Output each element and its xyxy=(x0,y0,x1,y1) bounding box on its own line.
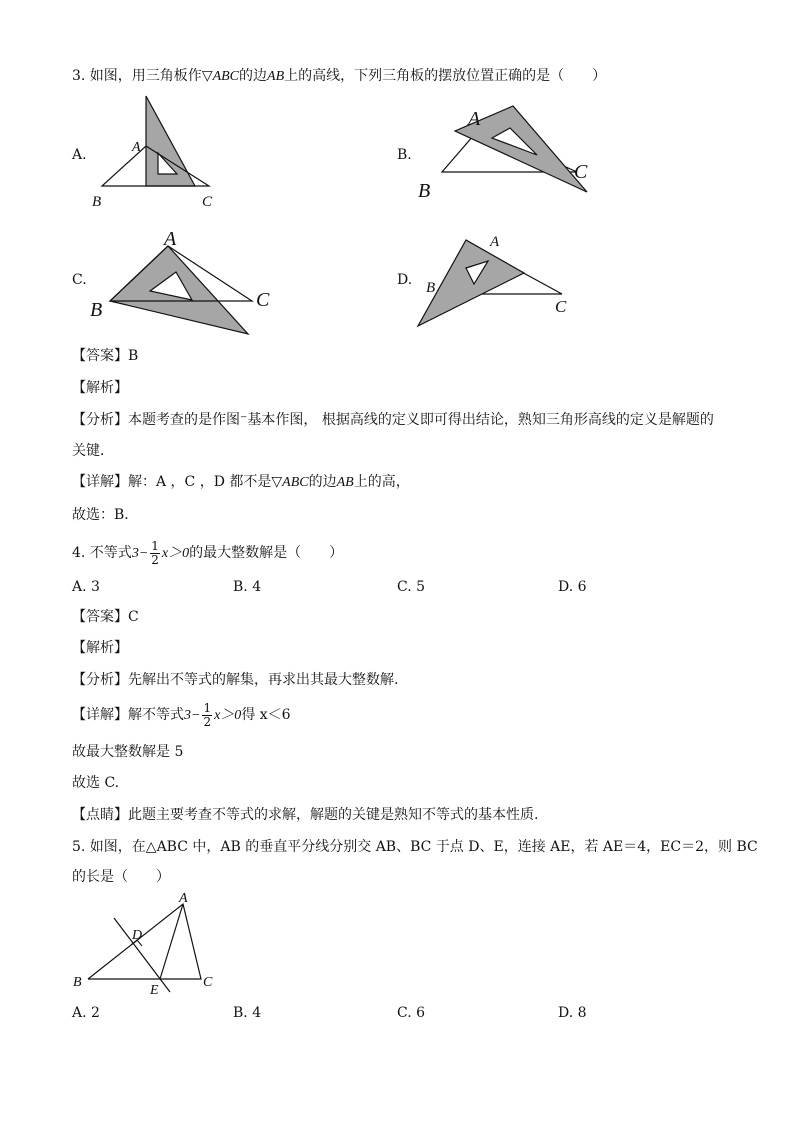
q3-figure-b xyxy=(412,100,602,205)
q4-option-d: D. 6 xyxy=(558,579,587,595)
q3-fenxi-cont: 关键． xyxy=(72,443,114,459)
label-c: C xyxy=(202,194,213,210)
q5-stem-cont: 的长是（ ） xyxy=(72,869,170,885)
q4-option-a: A. 3 xyxy=(72,579,100,595)
q3-analysis-heading: 【解析】 xyxy=(72,380,128,396)
label-a: A xyxy=(164,228,177,250)
triangle-abc xyxy=(88,904,201,979)
q4-conclusion: 故最大整数解是 5 xyxy=(72,744,184,760)
label-b: B xyxy=(426,280,436,296)
q5-stem: 5. 如图，在△ABC 中，AB 的垂直平分线分别交 AB、BC 于点 D、E，连接 AE，若 AE＝4，EC＝2，则 BC xyxy=(72,839,758,855)
q3-answer: 【答案】B xyxy=(72,348,139,364)
q3-option-d-label: D. xyxy=(397,272,413,288)
label-a: A xyxy=(179,891,188,906)
label-c: C xyxy=(203,975,213,990)
segment-ae xyxy=(160,904,183,979)
q4-option-c: C. 5 xyxy=(397,579,426,595)
q3-fenxi: 【分析】本题考查的是作图⁻基本作图， 根据高线的定义即可得出结论，熟知三角形高线的定义是解题的 xyxy=(72,412,714,428)
q5-figure xyxy=(70,890,230,1000)
q4-stem: 4. 不等式3− $\frac{1}{2}$ x＞0的最大整数解是（ ） xyxy=(72,538,344,567)
q3-figure-c xyxy=(88,226,288,336)
q3-figure-a xyxy=(88,94,228,214)
q5-option-b: B. 4 xyxy=(233,1005,262,1021)
label-b: B xyxy=(92,194,102,210)
label-d: D xyxy=(132,928,143,943)
q3-option-b-label: B. xyxy=(397,147,412,163)
label-c: C xyxy=(574,161,588,183)
q4-fenxi: 【分析】先解出不等式的解集，再求出其最大整数解. xyxy=(72,672,399,688)
q3-option-a-label: A. xyxy=(72,147,87,163)
label-b: B xyxy=(90,299,103,321)
q5-option-a: A. 2 xyxy=(72,1005,100,1021)
label-e: E xyxy=(150,983,159,998)
fraction-half: $\frac{1}{2}$ xyxy=(203,700,212,729)
q5-option-c: C. 6 xyxy=(397,1005,426,1021)
q4-analysis-heading: 【解析】 xyxy=(72,640,128,656)
q3-detail: 【详解】解：A ，C ，D 都不是▽ABC的边AB上的高， xyxy=(72,474,410,490)
q3-figure-d xyxy=(414,228,594,333)
label-a: A xyxy=(490,234,500,250)
q5-option-d: D. 8 xyxy=(558,1005,587,1021)
q3-choose: 故选：B． xyxy=(72,507,139,523)
fraction-half: $\frac{1}{2}$ xyxy=(151,538,159,567)
q4-dianjing: 【点睛】此题主要考查不等式的求解，解题的关键是熟知不等式的基本性质. xyxy=(72,807,539,823)
label-b: B xyxy=(418,180,431,202)
label-b: B xyxy=(73,975,82,990)
q4-choose: 故选 C. xyxy=(72,775,120,791)
q4-answer: 【答案】C xyxy=(72,609,139,625)
q3-option-c-label: C. xyxy=(72,272,87,288)
q3-stem: 3. 如图，用三角板作▽ABC的边AB上的高线，下列三角板的摆放位置正确的是（ ） xyxy=(72,68,607,84)
label-a: A xyxy=(468,108,481,130)
label-c: C xyxy=(256,289,270,311)
q4-option-b: B. 4 xyxy=(233,579,262,595)
label-a: A xyxy=(132,140,141,155)
label-c: C xyxy=(555,297,567,316)
q4-detail: 【详解】解不等式3− $\frac{1}{2}$ x＞0得 x＜6 xyxy=(72,700,291,729)
